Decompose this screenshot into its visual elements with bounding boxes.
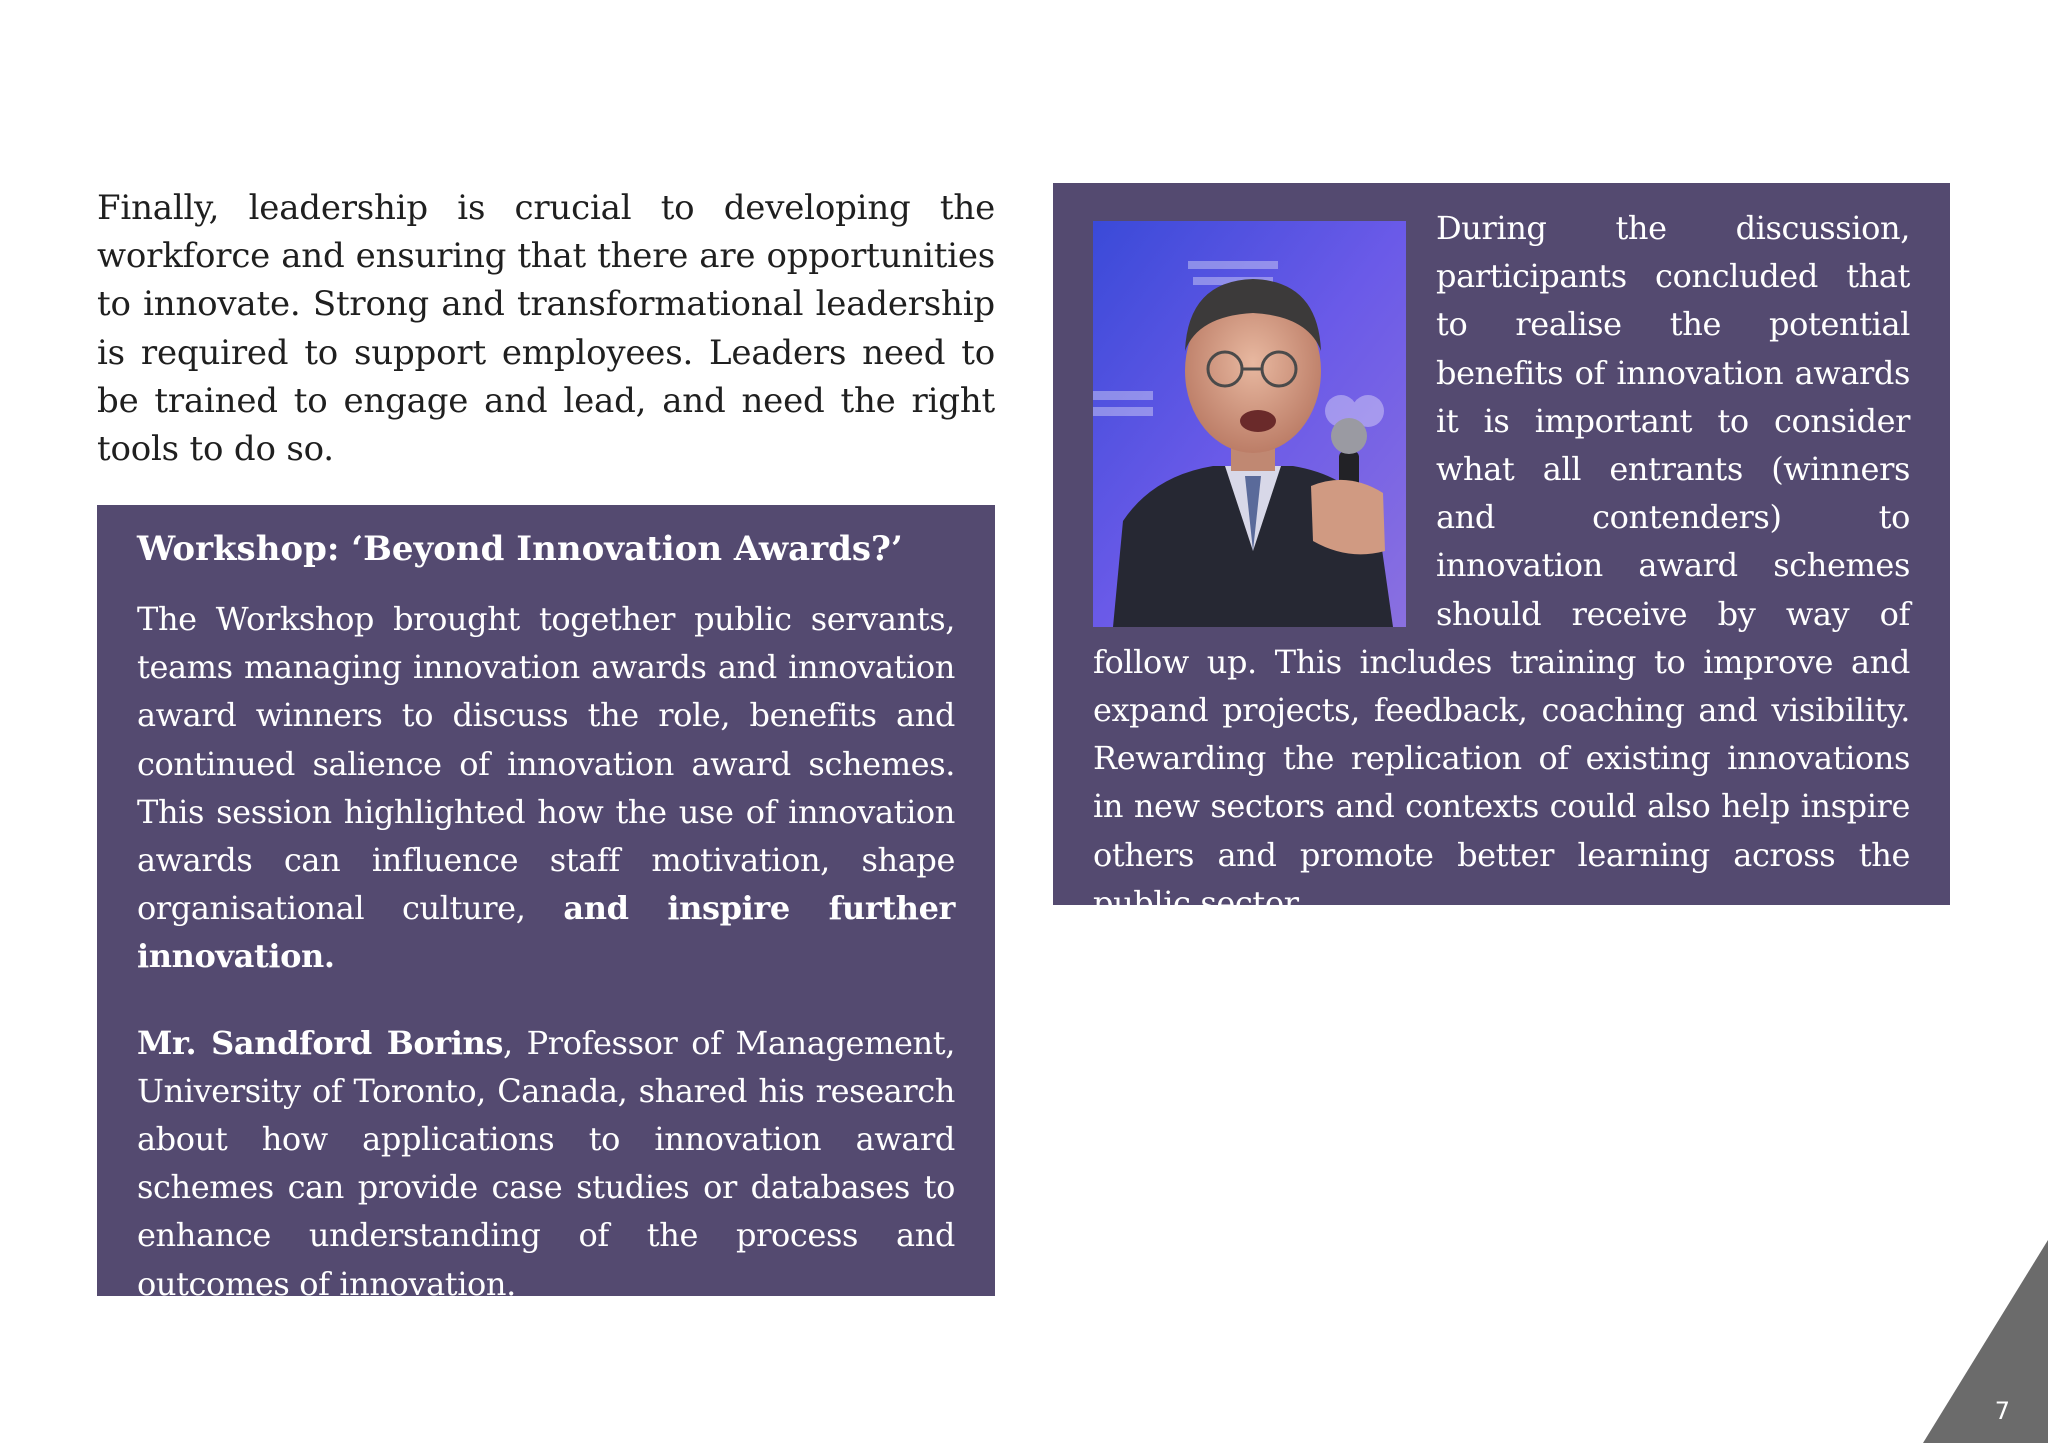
intro-paragraph: Finally, leadership is crucial to developing the workforce and ensuring that there are opportunities to innovate. Strong and transformational leadership is required to support employees. Leaders need to be trained to engage and lead, and need the right tools to do so. xyxy=(97,188,995,470)
speaker-description: , Professor of Management, University of Toronto, Canada, shared his research about how applications to innovation award schemes can provide case studies or databases to enhance understanding of the process and outcomes of innovation. xyxy=(137,1023,955,1303)
corner-triangle xyxy=(1923,1240,2048,1443)
workshop-description-text: The Workshop brought together public servants, teams managing innovation awards and innovation award winners to discuss the role, benefits and continued salience of innovation award schemes. This session highlighted how the use of innovation awards can influence staff motivation, shape organisational culture, xyxy=(137,600,955,928)
speaker-photo xyxy=(1093,221,1406,627)
workshop-description xyxy=(137,595,955,981)
workshop-title: Workshop: ‘Beyond Innovation Awards?’ xyxy=(137,529,903,569)
speaker-paragraph xyxy=(137,1019,955,1308)
discussion-paragraph: During the discussion, participants concluded that to realise the potential benefits of innovation awards it is important to consider what all entrants (winners and contenders) to innovation award schemes should receive by way of follow up. This includes training to improve and expand projects, feedback, coaching and visibility. Rewarding the replication of existing innovations in new sectors and contexts could also help inspire others and promote better learning across the public sector. xyxy=(1093,209,1910,922)
workshop-description-emphasis: and inspire further innovation. xyxy=(137,889,956,976)
speaker-name: Mr. Sandford Borins xyxy=(137,1023,503,1062)
discussion-box xyxy=(1053,183,1950,922)
page-number: 7 xyxy=(1994,1397,2010,1425)
workshop-box xyxy=(97,505,995,1303)
